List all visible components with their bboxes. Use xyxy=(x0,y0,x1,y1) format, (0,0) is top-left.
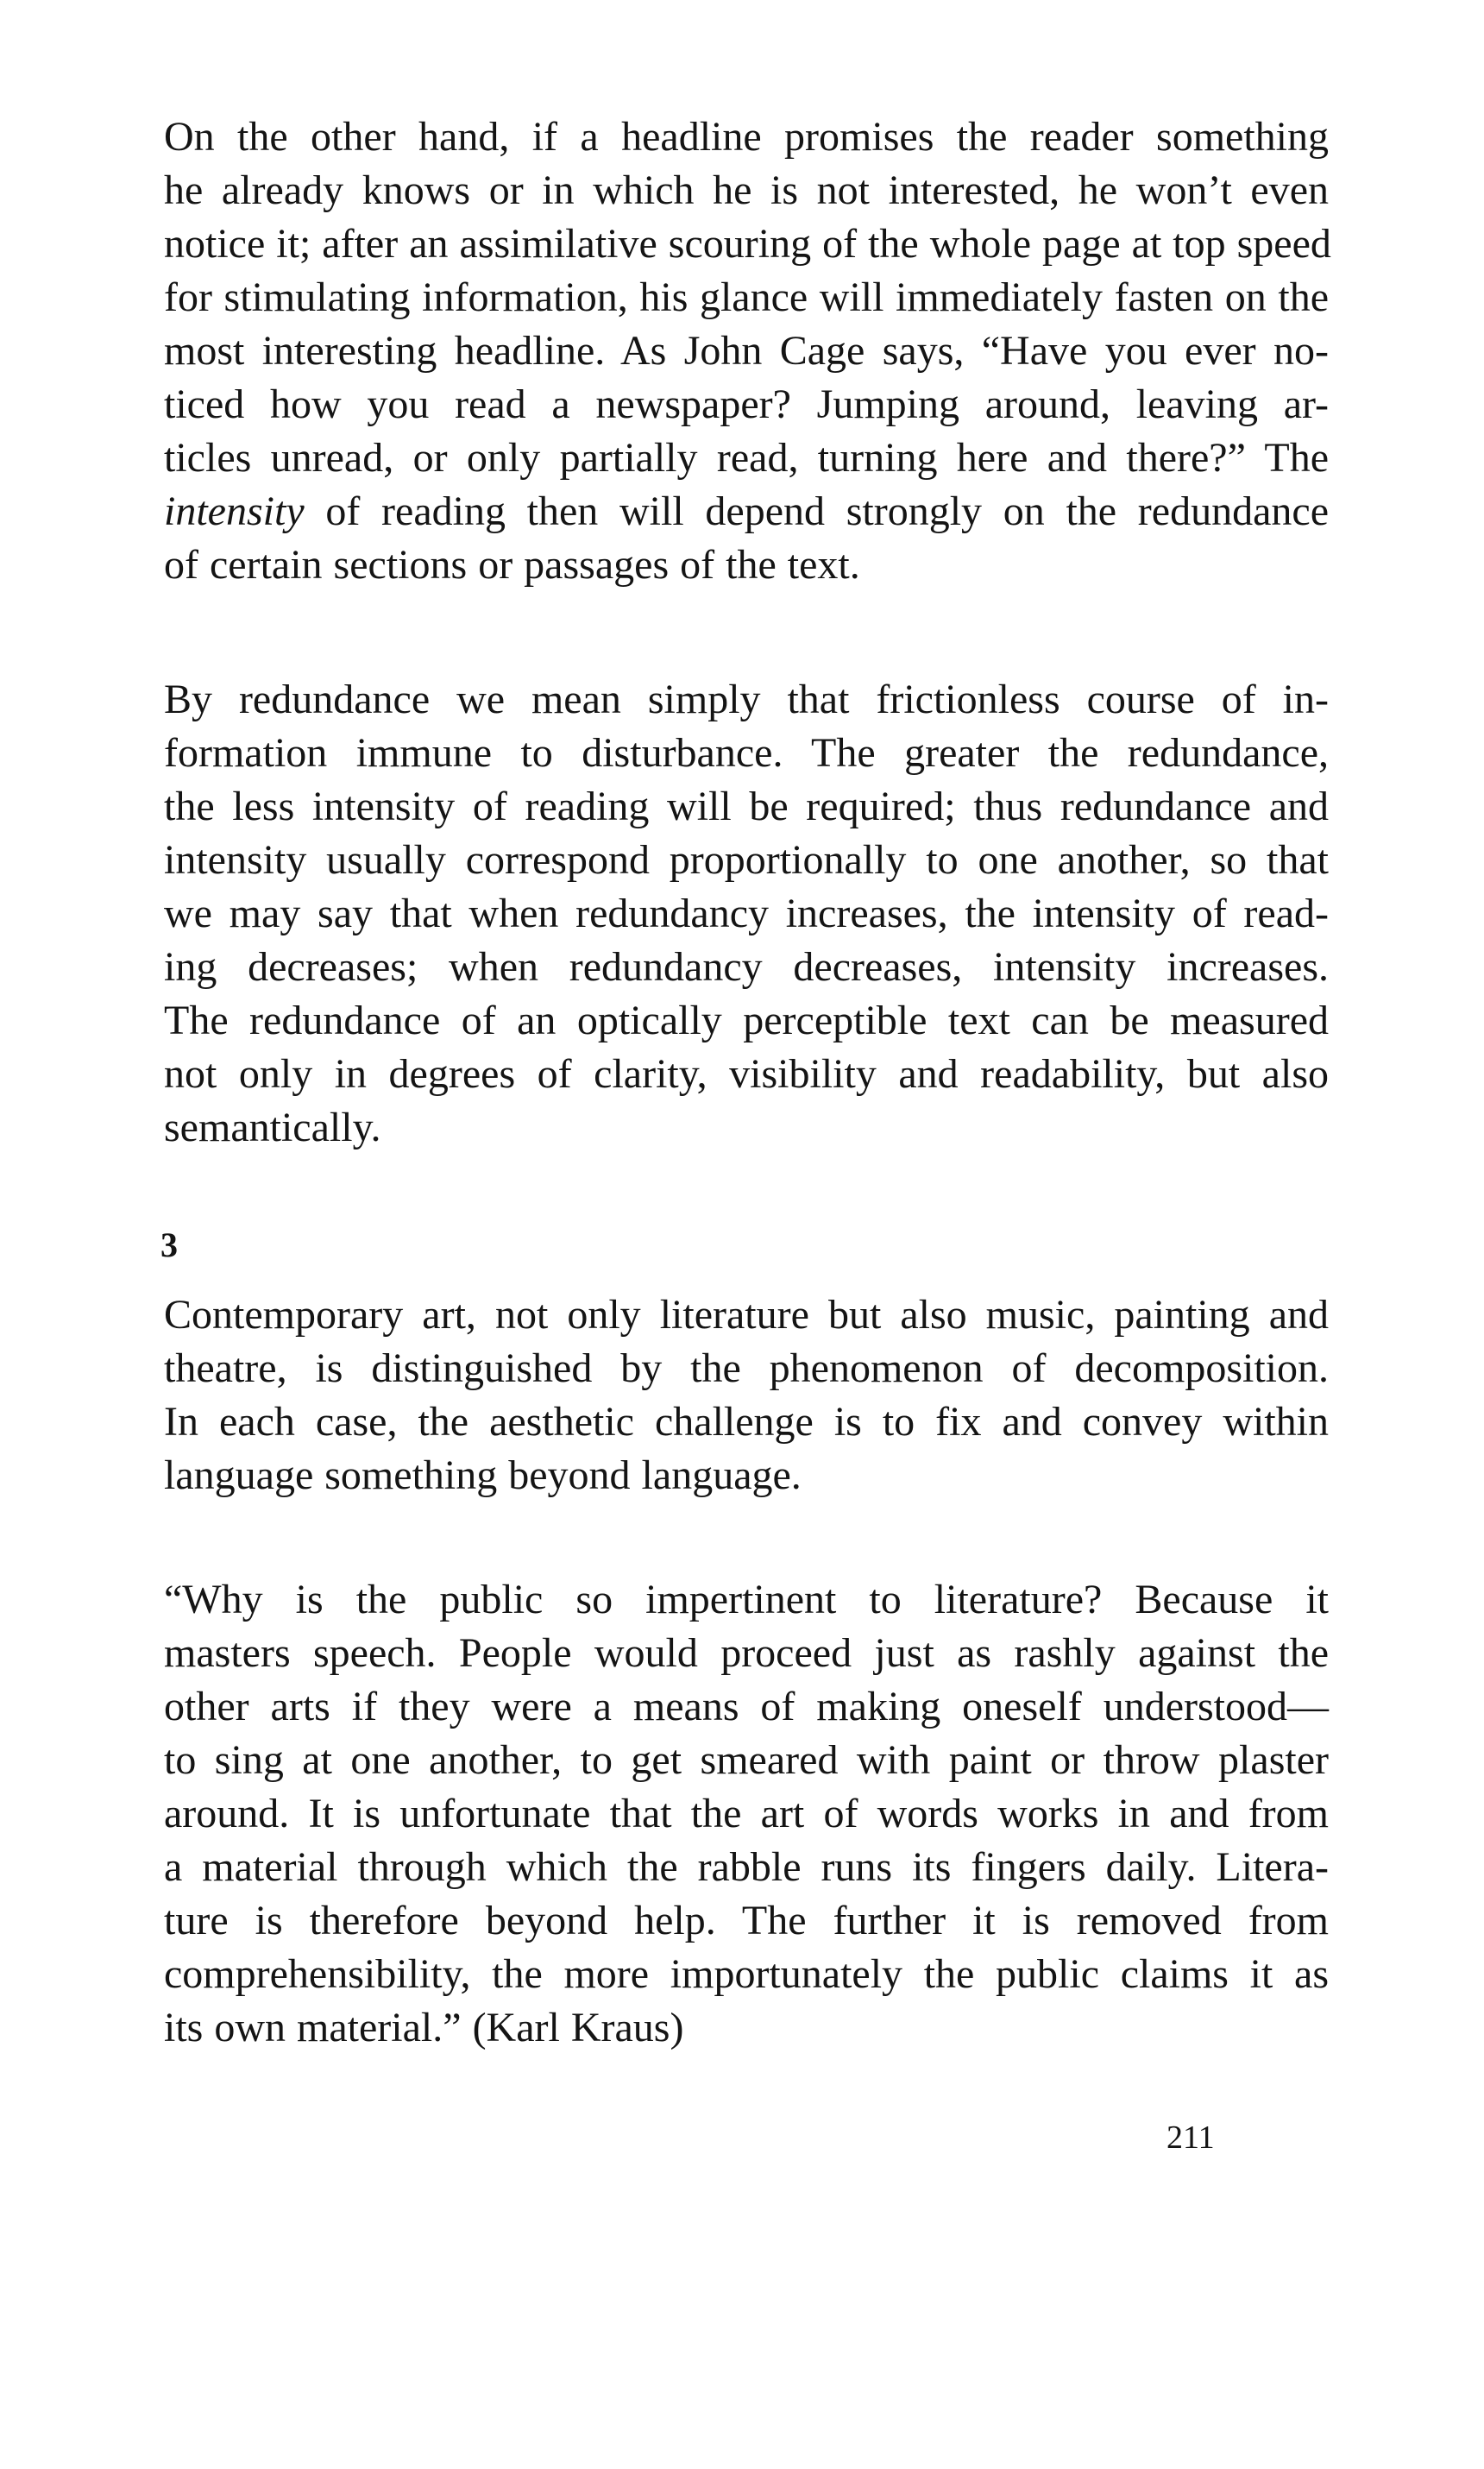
text-line: around. It is unfortunate that the art of words works in and from xyxy=(164,1791,1329,1836)
text-line: “Why is the public so impertinent to literature? Because it xyxy=(164,1577,1329,1622)
text-line: The redundance of an optically perceptible text can be measured xyxy=(164,998,1329,1043)
paragraph-headline-reading xyxy=(164,110,1329,592)
text-line: other arts if they were a means of making oneself understood— xyxy=(164,1684,1329,1729)
text-line: we may say that when redundancy increases, the intensity of read- xyxy=(164,891,1329,936)
text-line: comprehensibility, the more importunately the public claims it as xyxy=(164,1951,1329,1997)
text-line: to sing at one another, to get smeared with paint or throw plaster xyxy=(164,1737,1329,1783)
text-line: its own material.” (Karl Kraus) xyxy=(164,2005,684,2050)
text-line: the less intensity of reading will be required; thus redundance and xyxy=(164,784,1329,829)
text-line: not only in degrees of clarity, visibility and readability, but also xyxy=(164,1051,1329,1097)
italic-term: intensity xyxy=(164,488,305,534)
text-line: intensity usually correspond proportionally to one another, so that xyxy=(164,837,1329,883)
text-line: ture is therefore beyond help. The further it is removed from xyxy=(164,1898,1329,1943)
text-line: formation immune to disturbance. The greater the redundance, xyxy=(164,730,1329,776)
page-number: 211 xyxy=(1166,2119,1215,2156)
text-line: ticed how you read a newspaper? Jumping around, leaving ar- xyxy=(164,381,1329,427)
text-line: masters speech. People would proceed just as rashly against the xyxy=(164,1630,1329,1676)
text-line: Contemporary art, not only literature but also music, painting and xyxy=(164,1292,1329,1338)
text-line: he already knows or in which he is not interested, he won’t even xyxy=(164,167,1329,213)
text-line: of certain sections or passages of the text. xyxy=(164,542,860,588)
paragraph-contemporary-art xyxy=(164,1288,1329,1502)
text-line: ing decreases; when redundancy decreases, intensity increases. xyxy=(164,944,1329,990)
text-line xyxy=(164,485,1329,539)
text-line: In each case, the aesthetic challenge is to fix and convey within xyxy=(164,1399,1329,1445)
text-line: On the other hand, if a headline promises the reader something xyxy=(164,114,1329,160)
text-line: semantically. xyxy=(164,1105,381,1150)
text-line: language something beyond language. xyxy=(164,1452,802,1498)
section-number: 3 xyxy=(160,1225,178,1264)
text-line: By redundance we mean simply that frictionless course of in- xyxy=(164,677,1329,722)
text-line: a material through which the rabble runs its fingers daily. Litera- xyxy=(164,1844,1329,1890)
text-line: notice it; after an assimilative scouring of the whole page at top speed xyxy=(164,221,1331,267)
text-line: theatre, is distinguished by the phenomenon of decomposition. xyxy=(164,1345,1329,1391)
text-line: ticles unread, or only partially read, turning here and there?” The xyxy=(164,435,1329,481)
paragraph-kraus-quote xyxy=(164,1573,1329,2055)
text-line: most interesting headline. As John Cage says, “Have you ever no- xyxy=(164,328,1329,374)
paragraph-redundance xyxy=(164,673,1329,1155)
text-line: for stimulating information, his glance will immediately fasten on the xyxy=(164,274,1329,320)
text-line-rest: of reading then will depend strongly on the redundance xyxy=(304,488,1329,534)
